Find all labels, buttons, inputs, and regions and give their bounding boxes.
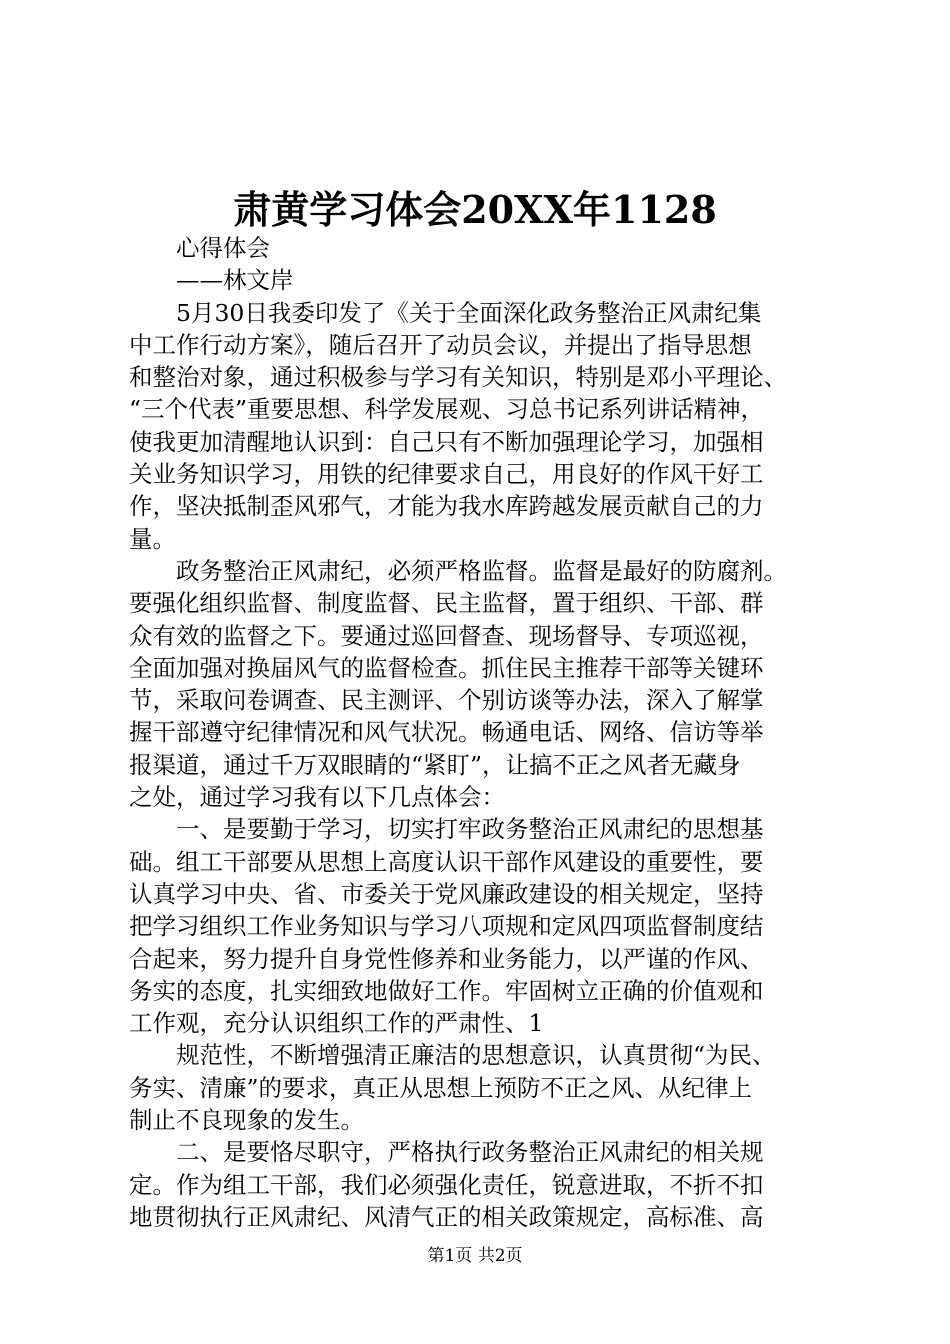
text-line: 之处，通过学习我有以下几点体会： <box>129 783 505 812</box>
document-body <box>129 232 831 1233</box>
text-line: 使我更加清醒地认识到：自己只有不断加强理论学习，加强相 <box>129 427 764 456</box>
text-line: 全面加强对换届风气的监督检查。抓住民主推荐干部等关键环 <box>129 653 764 682</box>
text-line: 二、是要恪尽职守，严格执行政务整治正风肃纪的相关规 <box>176 1138 764 1167</box>
page-title: 肃黄学习体会20XX年1128 <box>233 187 717 232</box>
text-line: 报渠道，通过千万双眼睛的“紧盯”，让搞不正之风者无藏身 <box>129 750 741 779</box>
text-line: 关业务知识学习，用铁的纪律要求自己，用良好的作风干好工 <box>129 460 764 489</box>
text-line: 心得体会 <box>176 234 270 262</box>
text-line: 作，坚决抵制歪风邪气，才能为我水库跨越发展贡献自己的力 <box>129 492 764 521</box>
text-line: 和整治对象，通过积极参与学习有关知识，特别是邓小平理论、 <box>129 363 787 392</box>
text-line: 务实、清廉”的要求，真正从思想上预防不正之风、从纪律上 <box>129 1073 753 1102</box>
text-line: 务实的态度，扎实细致地做好工作。牢固树立正确的价值观和 <box>129 976 764 1005</box>
text-line: 础。组工干部要从思想上高度认识干部作风建设的重要性，要 <box>129 847 764 876</box>
text-line: 定。作为组工干部，我们必须强化责任，锐意进取，不折不扣 <box>129 1170 764 1199</box>
text-line: 认真学习中央、省、市委关于党风廉政建设的相关规定，坚持 <box>129 879 764 908</box>
text-line: 节，采取问卷调查、民主测评、个别访谈等办法，深入了解掌 <box>129 686 764 715</box>
page-footer: 第1页 共2页 <box>427 1246 523 1266</box>
text-line: 地贯彻执行正风肃纪、风清气正的相关政策规定，高标准、高 <box>129 1202 764 1231</box>
text-line: 5月30日我委印发了《关于全面深化政务整治正风肃纪集 <box>176 298 762 327</box>
text-line: ——林文岸 <box>176 266 294 295</box>
text-line: 量。 <box>129 524 176 553</box>
text-line: 要强化组织监督、制度监督、民主监督，置于组织、干部、群 <box>129 589 764 618</box>
text-line: 把学习组织工作业务知识与学习八项规和定风四项监督制度结 <box>129 912 764 941</box>
text-line: 一、是要勤于学习，切实打牢政务整治正风肃纪的思想基 <box>176 815 764 844</box>
text-line: 合起来，努力提升自身党性修养和业务能力，以严谨的作风、 <box>129 944 764 973</box>
text-line: “三个代表”重要思想、科学发展观、习总书记系列讲话精神， <box>129 395 765 424</box>
text-line: 政务整治正风肃纪，必须严格监督。监督是最好的防腐剂。 <box>176 556 787 585</box>
text-line: 中工作行动方案》，随后召开了动员会议，并提出了指导思想 <box>129 330 752 359</box>
text-line: 工作观，充分认识组织工作的严肃性、1 <box>129 1009 544 1038</box>
text-line: 规范性，不断增强清正廉洁的思想意识，认真贯彻“为民、 <box>176 1041 776 1070</box>
text-line: 众有效的监督之下。要通过巡回督查、现场督导、专项巡视， <box>129 621 764 650</box>
text-line: 制止不良现象的发生。 <box>129 1106 364 1135</box>
text-line: 握干部遵守纪律情况和风气状况。畅通电话、网络、信访等举 <box>129 718 764 747</box>
